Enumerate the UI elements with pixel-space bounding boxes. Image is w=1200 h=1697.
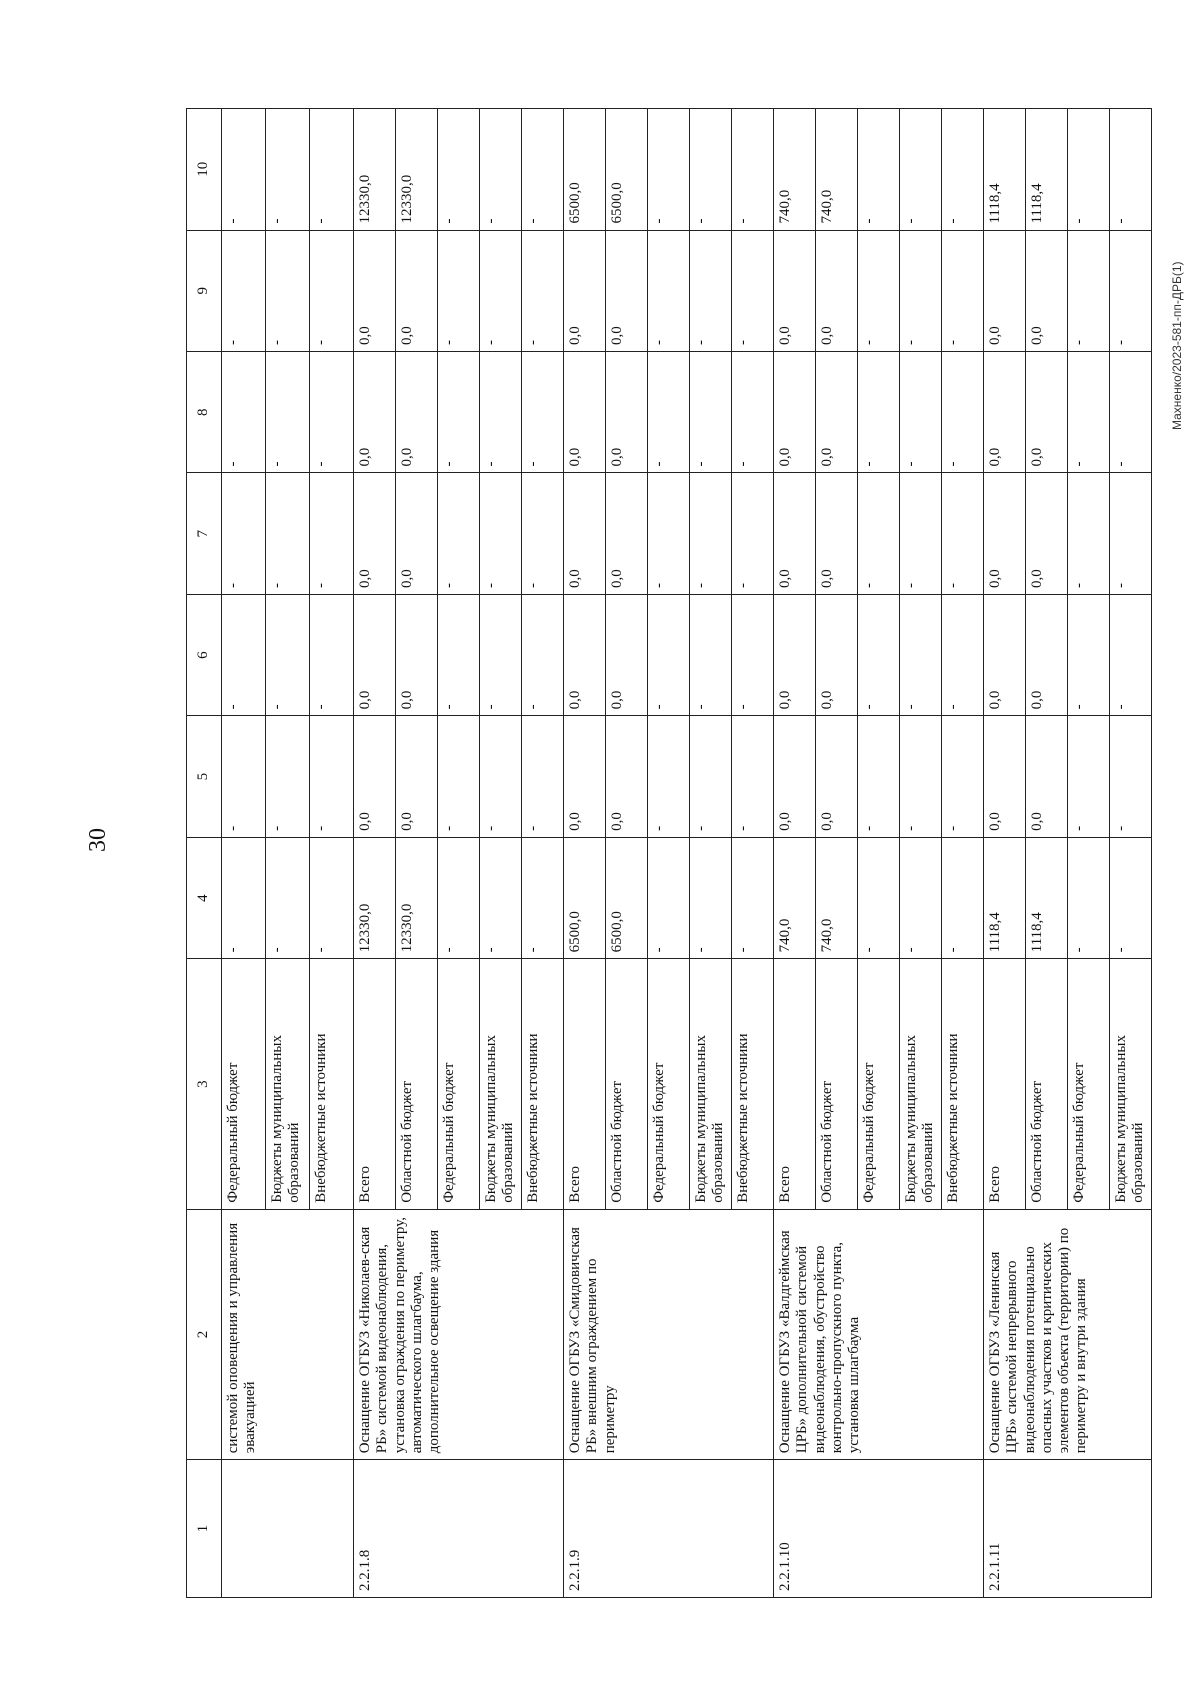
funding-value: - <box>438 230 480 351</box>
funding-value: - <box>438 109 480 231</box>
funding-value: - <box>858 716 900 837</box>
funding-value: - <box>1110 473 1152 594</box>
funding-source: Областной бюджет <box>1026 959 1068 1209</box>
funding-value: 0,0 <box>1026 473 1068 594</box>
funding-value: 0,0 <box>774 594 816 715</box>
funding-value: - <box>522 473 564 594</box>
funding-value: 6500,0 <box>606 109 648 231</box>
funding-value: - <box>942 473 984 594</box>
funding-source: Федеральный бюджет <box>438 959 480 1209</box>
funding-value: - <box>480 594 522 715</box>
table-row <box>984 109 1026 1598</box>
item-code <box>222 1460 354 1598</box>
funding-source: Внебюджетные источники <box>732 959 774 1209</box>
table-row <box>564 109 606 1598</box>
funding-value: 12330,0 <box>396 109 438 231</box>
funding-value: - <box>480 473 522 594</box>
funding-value: - <box>480 716 522 837</box>
funding-value: - <box>310 473 354 594</box>
funding-value: 740,0 <box>774 109 816 231</box>
funding-value: - <box>690 352 732 473</box>
funding-value: - <box>900 837 942 958</box>
funding-value: 1118,4 <box>1026 109 1068 231</box>
funding-value: - <box>648 716 690 837</box>
header-row <box>187 109 222 1598</box>
funding-value: - <box>522 716 564 837</box>
funding-value: - <box>648 352 690 473</box>
funding-value: - <box>310 716 354 837</box>
column-number: 9 <box>187 230 222 351</box>
funding-value: 740,0 <box>774 837 816 958</box>
funding-value: 0,0 <box>606 716 648 837</box>
funding-value: - <box>648 109 690 231</box>
funding-value: - <box>222 352 266 473</box>
funding-value: - <box>266 716 310 837</box>
funding-value: - <box>266 109 310 231</box>
funding-value: - <box>1110 352 1152 473</box>
funding-value: - <box>648 230 690 351</box>
funding-value: - <box>858 109 900 231</box>
funding-source: Внебюджетные источники <box>310 959 354 1209</box>
funding-source: Всего <box>564 959 606 1209</box>
funding-value: - <box>900 594 942 715</box>
funding-value: - <box>522 109 564 231</box>
funding-value: 0,0 <box>354 473 396 594</box>
funding-value: - <box>310 109 354 231</box>
item-description: Оснащение ОГБУЗ «Смидовичская РБ» внешним ограждением по периметру <box>564 1209 774 1459</box>
funding-value: - <box>858 837 900 958</box>
funding-value: 0,0 <box>984 594 1026 715</box>
funding-value: - <box>1110 594 1152 715</box>
table-row <box>774 109 816 1598</box>
funding-value: 0,0 <box>564 473 606 594</box>
item-code: 2.2.1.10 <box>774 1460 984 1598</box>
funding-value: 0,0 <box>606 594 648 715</box>
funding-value: - <box>222 716 266 837</box>
funding-value: - <box>480 109 522 231</box>
funding-value: - <box>732 473 774 594</box>
funding-source: Бюджеты муниципальных образований <box>266 959 310 1209</box>
funding-value: - <box>266 230 310 351</box>
funding-value: 0,0 <box>774 352 816 473</box>
column-number: 5 <box>187 716 222 837</box>
funding-source: Бюджеты муниципальных образований <box>900 959 942 1209</box>
funding-value: 1118,4 <box>1026 837 1068 958</box>
funding-value: - <box>222 473 266 594</box>
funding-value: 0,0 <box>396 230 438 351</box>
funding-value: - <box>1068 109 1110 231</box>
funding-value: - <box>942 837 984 958</box>
funding-value: - <box>942 352 984 473</box>
item-description: Оснащение ОГБУЗ «Николаев-ская РБ» системой видеонаблюдения, установка ограждения по периметру, автоматического шлагбаума, дополнительное освещение здания <box>354 1209 564 1459</box>
funding-source: Всего <box>984 959 1026 1209</box>
funding-value: 0,0 <box>774 230 816 351</box>
funding-value: - <box>732 837 774 958</box>
funding-value: - <box>690 716 732 837</box>
funding-value: 0,0 <box>354 230 396 351</box>
funding-value: - <box>1068 716 1110 837</box>
funding-value: - <box>266 594 310 715</box>
funding-value: - <box>438 352 480 473</box>
funding-value: - <box>690 473 732 594</box>
funding-source: Всего <box>774 959 816 1209</box>
funding-value: 0,0 <box>396 352 438 473</box>
funding-value: 0,0 <box>564 716 606 837</box>
funding-value: - <box>942 109 984 231</box>
funding-value: - <box>858 473 900 594</box>
funding-value: - <box>858 352 900 473</box>
funding-value: - <box>1110 109 1152 231</box>
funding-value: - <box>942 716 984 837</box>
funding-value: 0,0 <box>816 594 858 715</box>
funding-value: - <box>900 716 942 837</box>
funding-value: - <box>438 594 480 715</box>
funding-value: 0,0 <box>396 594 438 715</box>
funding-source: Бюджеты муниципальных образований <box>690 959 732 1209</box>
funding-value: 1118,4 <box>984 109 1026 231</box>
funding-value: 740,0 <box>816 109 858 231</box>
funding-value: - <box>480 352 522 473</box>
funding-value: - <box>310 837 354 958</box>
funding-value: - <box>266 473 310 594</box>
funding-value: 0,0 <box>816 473 858 594</box>
funding-value: 0,0 <box>984 352 1026 473</box>
item-code: 2.2.1.9 <box>564 1460 774 1598</box>
funding-value: 0,0 <box>564 230 606 351</box>
funding-source: Внебюджетные источники <box>522 959 564 1209</box>
funding-value: 6500,0 <box>564 109 606 231</box>
funding-value: - <box>438 473 480 594</box>
funding-value: - <box>942 230 984 351</box>
funding-value: - <box>900 352 942 473</box>
funding-value: - <box>900 473 942 594</box>
funding-value: - <box>690 230 732 351</box>
funding-value: - <box>222 837 266 958</box>
funding-value: 0,0 <box>564 352 606 473</box>
document-reference: Махненко/2023-581-пп-ДРБ(1) <box>1170 261 1184 430</box>
funding-table-wrapper <box>186 108 1147 1598</box>
funding-value: 0,0 <box>984 473 1026 594</box>
funding-value: 0,0 <box>354 352 396 473</box>
funding-value: 0,0 <box>1026 594 1068 715</box>
funding-value: - <box>690 837 732 958</box>
item-code: 2.2.1.8 <box>354 1460 564 1598</box>
funding-value: - <box>1110 716 1152 837</box>
column-number: 3 <box>187 959 222 1209</box>
table-row <box>222 109 266 1598</box>
funding-value: - <box>222 109 266 231</box>
funding-value: 0,0 <box>774 473 816 594</box>
funding-value: - <box>858 594 900 715</box>
funding-value: 0,0 <box>396 716 438 837</box>
funding-value: - <box>1068 473 1110 594</box>
funding-value: - <box>900 230 942 351</box>
funding-source: Бюджеты муниципальных образований <box>1110 959 1152 1209</box>
funding-value: 0,0 <box>984 716 1026 837</box>
funding-value: - <box>310 230 354 351</box>
funding-source: Федеральный бюджет <box>222 959 266 1209</box>
funding-value: - <box>522 837 564 958</box>
funding-source: Бюджеты муниципальных образований <box>480 959 522 1209</box>
item-description: Оснащение ОГБУЗ «Валдгеймская ЦРБ» дополнительной системой видеонаблюдения, обустройство контрольно-пропускного пункта, установка шлагбаума <box>774 1209 984 1459</box>
funding-value: - <box>648 837 690 958</box>
funding-value: 0,0 <box>816 230 858 351</box>
funding-source: Федеральный бюджет <box>858 959 900 1209</box>
funding-value: - <box>1068 230 1110 351</box>
funding-source: Внебюджетные источники <box>942 959 984 1209</box>
funding-value: - <box>942 594 984 715</box>
funding-value: 0,0 <box>984 230 1026 351</box>
funding-value: - <box>1068 594 1110 715</box>
funding-value: - <box>732 230 774 351</box>
funding-value: - <box>480 230 522 351</box>
funding-value: - <box>1110 837 1152 958</box>
column-number: 7 <box>187 473 222 594</box>
item-description: системой оповещения и управления эвакуацией <box>222 1209 354 1459</box>
funding-value: 1118,4 <box>984 837 1026 958</box>
page-number: 30 <box>85 828 111 852</box>
funding-value: 0,0 <box>354 716 396 837</box>
funding-source: Всего <box>354 959 396 1209</box>
funding-value: - <box>900 109 942 231</box>
funding-table <box>186 108 1152 1598</box>
funding-value: 0,0 <box>1026 230 1068 351</box>
funding-value: - <box>1068 352 1110 473</box>
funding-value: - <box>1110 230 1152 351</box>
funding-value: - <box>310 594 354 715</box>
column-number: 4 <box>187 837 222 958</box>
funding-value: 0,0 <box>1026 352 1068 473</box>
funding-source: Областной бюджет <box>816 959 858 1209</box>
funding-value: 0,0 <box>606 352 648 473</box>
item-code: 2.2.1.11 <box>984 1460 1152 1598</box>
funding-value: 0,0 <box>774 716 816 837</box>
column-number: 1 <box>187 1460 222 1598</box>
funding-value: - <box>266 352 310 473</box>
column-number: 8 <box>187 352 222 473</box>
funding-value: - <box>732 716 774 837</box>
funding-value: - <box>480 837 522 958</box>
funding-value: - <box>222 594 266 715</box>
table-row <box>354 109 396 1598</box>
funding-value: 0,0 <box>606 473 648 594</box>
column-number: 2 <box>187 1209 222 1459</box>
funding-value: - <box>222 230 266 351</box>
funding-value: 6500,0 <box>606 837 648 958</box>
column-number: 10 <box>187 109 222 231</box>
funding-value: 12330,0 <box>354 109 396 231</box>
funding-value: - <box>690 594 732 715</box>
funding-value: - <box>266 837 310 958</box>
funding-source: Областной бюджет <box>606 959 648 1209</box>
funding-value: 12330,0 <box>396 837 438 958</box>
funding-source: Федеральный бюджет <box>648 959 690 1209</box>
funding-value: - <box>858 230 900 351</box>
funding-value: 0,0 <box>1026 716 1068 837</box>
funding-value: 0,0 <box>564 594 606 715</box>
funding-value: - <box>310 352 354 473</box>
funding-value: 6500,0 <box>564 837 606 958</box>
column-number: 6 <box>187 594 222 715</box>
funding-value: 0,0 <box>816 352 858 473</box>
funding-value: - <box>648 473 690 594</box>
funding-value: - <box>690 109 732 231</box>
funding-value: - <box>522 594 564 715</box>
funding-value: 0,0 <box>606 230 648 351</box>
funding-value: 740,0 <box>816 837 858 958</box>
funding-source: Областной бюджет <box>396 959 438 1209</box>
funding-value: 0,0 <box>396 473 438 594</box>
funding-value: - <box>522 352 564 473</box>
funding-value: - <box>438 716 480 837</box>
funding-value: 0,0 <box>354 594 396 715</box>
funding-value: 12330,0 <box>354 837 396 958</box>
funding-value: - <box>732 352 774 473</box>
funding-value: - <box>648 594 690 715</box>
funding-value: - <box>1068 837 1110 958</box>
funding-value: 0,0 <box>816 716 858 837</box>
funding-value: - <box>732 109 774 231</box>
funding-value: - <box>438 837 480 958</box>
item-description: Оснащение ОГБУЗ «Ленинская ЦРБ» системой непрерывного видеонаблюдения потенциально опасных участков и критических элементов объекта (территории) по периметру и внутри здания <box>984 1209 1152 1459</box>
funding-source: Федеральный бюджет <box>1068 959 1110 1209</box>
funding-value: - <box>522 230 564 351</box>
funding-value: - <box>732 594 774 715</box>
